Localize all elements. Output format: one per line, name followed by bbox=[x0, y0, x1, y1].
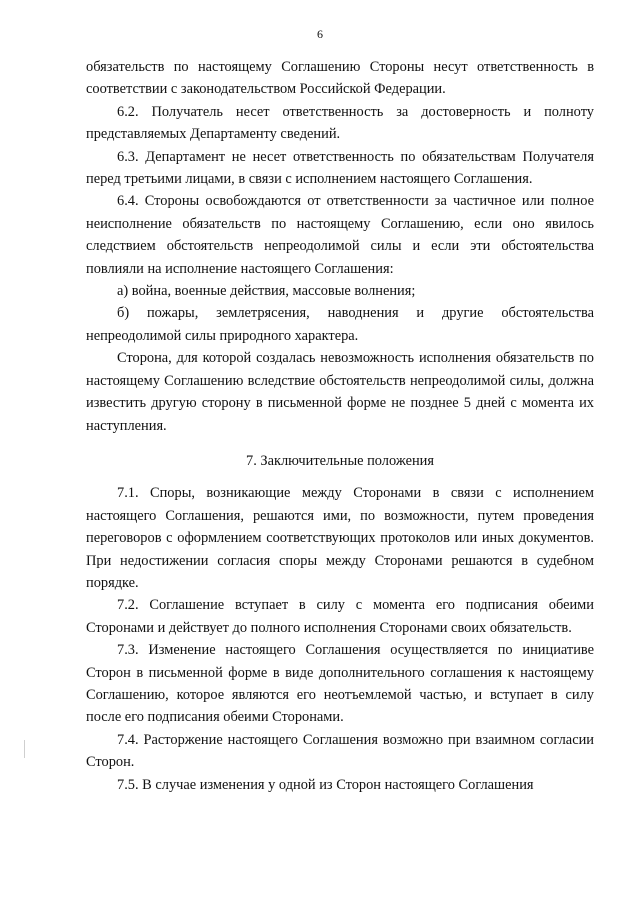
paragraph-6-2: 6.2. Получатель несет ответственность за достоверность и полноту представляемых Департаменту сведений. bbox=[86, 103, 594, 143]
paragraph-6-4: 6.4. Стороны освобождаются от ответственности за частичное или полное неисполнение обязательств по настоящему Соглашению, если оно явилось следствием обстоятельств непреодолимой силы и если эти обстоятельства повлияли на исполнение настоящего Соглашения: bbox=[86, 193, 594, 277]
section-7-heading: 7. Заключительные положения bbox=[246, 452, 434, 469]
paragraph-force-majeure-notice: Сторона, для которой создалась невозможность исполнения обязательств по настоящему Соглашению вследствие обстоятельств непреодолимой силы, должна известить другую сторону в письменной форме не позднее 5 дней с момента их наступления. bbox=[86, 350, 594, 434]
paragraph-7-4: 7.4. Расторжение настоящего Соглашения возможно при взаимном согласии Сторон. bbox=[86, 731, 594, 771]
paragraph-7-2: 7.2. Соглашение вступает в силу с момента его подписания обеими Сторонами и действует до полного исполнения Сторонами своих обязательств. bbox=[86, 597, 594, 636]
paragraph-6-3: 6.3. Департамент не несет ответственность по обязательствам Получателя перед третьими лицами, в связи с исполнением настоящего Соглашения. bbox=[86, 148, 594, 188]
paragraph-6-4-item-a: а) война, военные действия, массовые волнения; bbox=[117, 283, 416, 300]
paragraph-6-4-item-b: б) пожары, землетрясения, наводнения и другие обстоятельства непреодолимой силы природного характера. bbox=[86, 305, 594, 344]
document-body bbox=[86, 56, 594, 796]
paragraph-7-5: 7.5. В случае изменения у одной из Сторон настоящего Соглашения bbox=[117, 776, 534, 793]
paragraph-7-3: 7.3. Изменение настоящего Соглашения осуществляется по инициативе Сторон в письменной форме в виде дополнительного соглашения к настоящему Соглашению, которое являются его неотъемлемой частью, и вступает в силу после его подписания обеими Сторонами. bbox=[86, 642, 594, 726]
margin-mark bbox=[24, 740, 25, 758]
paragraph-7-1: 7.1. Споры, возникающие между Сторонами в связи с исполнением настоящего Соглашения, решаются ими, по возможности, путем проведения переговоров с оформлением соответствующих протоколов или иных документов. При недостижении согласия споры между Сторонами решаются в судебном порядке. bbox=[86, 485, 594, 591]
page-number: 6 bbox=[317, 27, 323, 41]
paragraph-6-1-continuation: обязательств по настоящему Соглашению Стороны несут ответственность в соответствии с законодательством Российской Федерации. bbox=[86, 59, 594, 98]
